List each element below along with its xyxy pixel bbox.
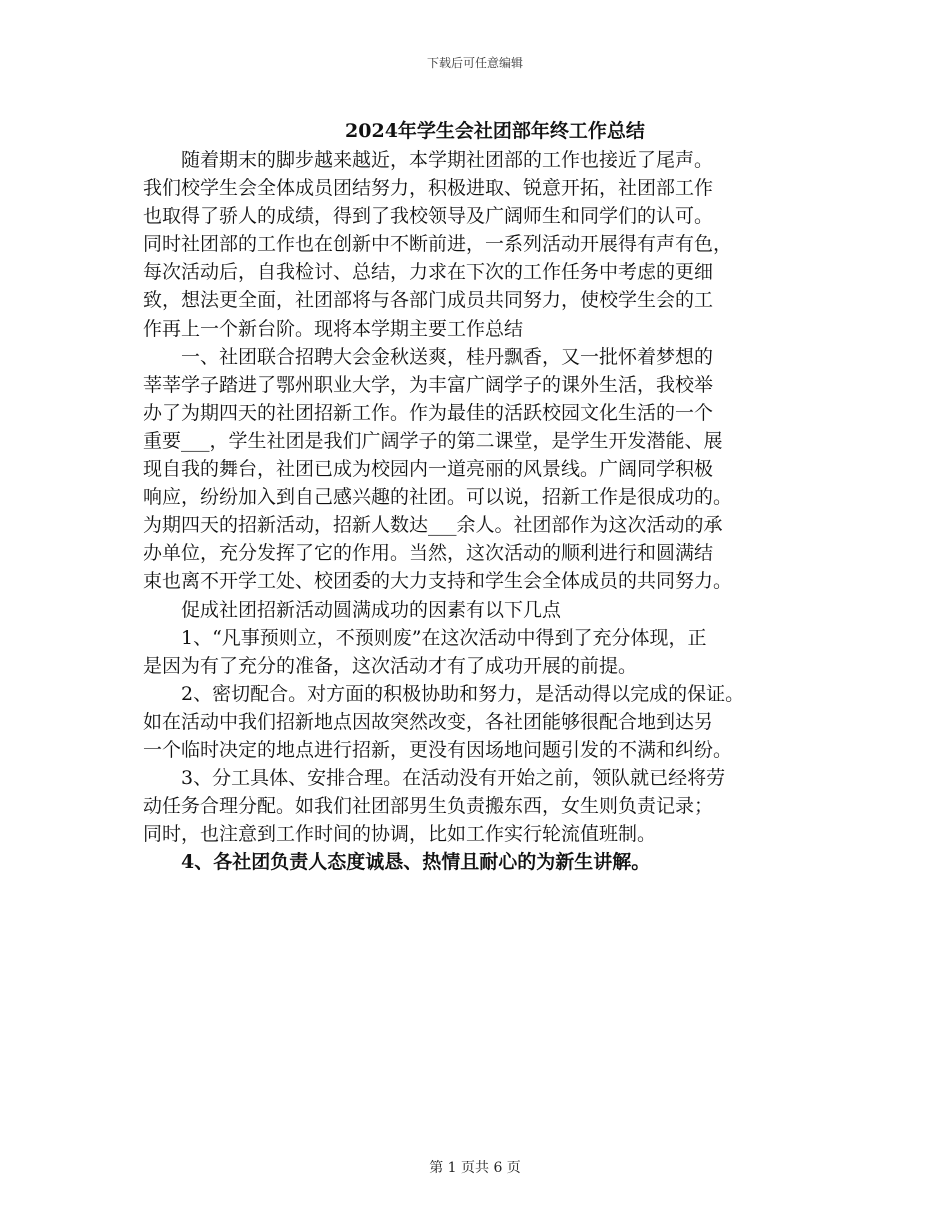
page-number: 第 1 页共 6 页	[429, 1160, 521, 1176]
body-line: 我们校学生会全体成员团结努力，积极进取、锐意开拓，社团部工作	[143, 177, 714, 200]
body-line: 同时社团部的工作也在创新中不断前进，一系列活动开展得有声有色，	[143, 233, 733, 256]
body-line: 办了为期四天的社团招新工作。作为最佳的活跃校园文化生活的一个	[143, 401, 714, 424]
body-line: 同时，也注意到工作时间的协调，比如工作实行轮流值班制。	[143, 823, 657, 846]
body-line: 致，想法更全面，社团部将与各部门成员共同努力，使校学生会的工	[143, 289, 714, 312]
body-line: 如在活动中我们招新地点因故突然改变，各社团能够很配合地到达另	[143, 710, 714, 733]
body-line: 一个临时决定的地点进行招新，更没有因场地问题引发的不满和纠纷。	[143, 738, 733, 761]
body-line: 一、社团联合招聘大会金秋送爽，桂丹飘香，又一批怀着梦想的	[181, 345, 714, 368]
body-line: 2、密切配合。对方面的积极协助和努力，是活动得以完成的保证。	[181, 682, 745, 705]
body-line: 4、各社团负责人态度诚恳、热情且耐心的为新生讲解。	[181, 851, 651, 874]
body-line: 莘莘学子踏进了鄂州职业大学，为丰富广阔学子的课外生活，我校举	[143, 373, 714, 396]
document-title: 2024年学生会社团部年终工作总结	[345, 120, 645, 142]
body-line: 是因为有了充分的准备，这次活动才有了成功开展的前提。	[143, 654, 638, 677]
body-line: 1、“凡事预则立，不预则废”在这次活动中得到了充分体现，正	[181, 626, 707, 649]
body-line: 现自我的舞台，社团已成为校园内一道亮丽的风景线。广阔同学积极	[143, 458, 714, 481]
body-line: 响应，纷纷加入到自己感兴趣的社团。可以说，招新工作是很成功的。	[143, 486, 733, 509]
body-line: 作再上一个新台阶。现将本学期主要工作总结	[143, 317, 524, 340]
body-line: 束也离不开学工处、校团委的大力支持和学生会全体成员的共同努力。	[143, 570, 733, 593]
body-line: 重要___，学生社团是我们广阔学子的第二课堂，是学生开发潜能、展	[143, 429, 723, 452]
body-line: 办单位，充分发挥了它的作用。当然，这次活动的顺利进行和圆满结	[143, 542, 714, 565]
download-note: 下载后可任意编辑	[426, 56, 523, 70]
body-line: 3、分工具体、安排合理。在活动没有开始之前，领队就已经将劳	[181, 767, 726, 790]
body-line: 每次活动后，自我检讨、总结，力求在下次的工作任务中考虑的更细	[143, 261, 714, 284]
body-line: 随着期末的脚步越来越近，本学期社团部的工作也接近了尾声。	[181, 149, 714, 171]
body-line: 促成社团招新活动圆满成功的因素有以下几点	[181, 598, 562, 621]
body-line: 动任务合理分配。如我们社团部男生负责搬东西，女生则负责记录；	[143, 795, 714, 818]
document-body	[143, 146, 833, 876]
body-line: 为期四天的招新活动，招新人数达___余人。社团部作为这次活动的承	[143, 514, 723, 537]
body-line: 也取得了骄人的成绩，得到了我校领导及广阔师生和同学们的认可。	[143, 205, 714, 228]
